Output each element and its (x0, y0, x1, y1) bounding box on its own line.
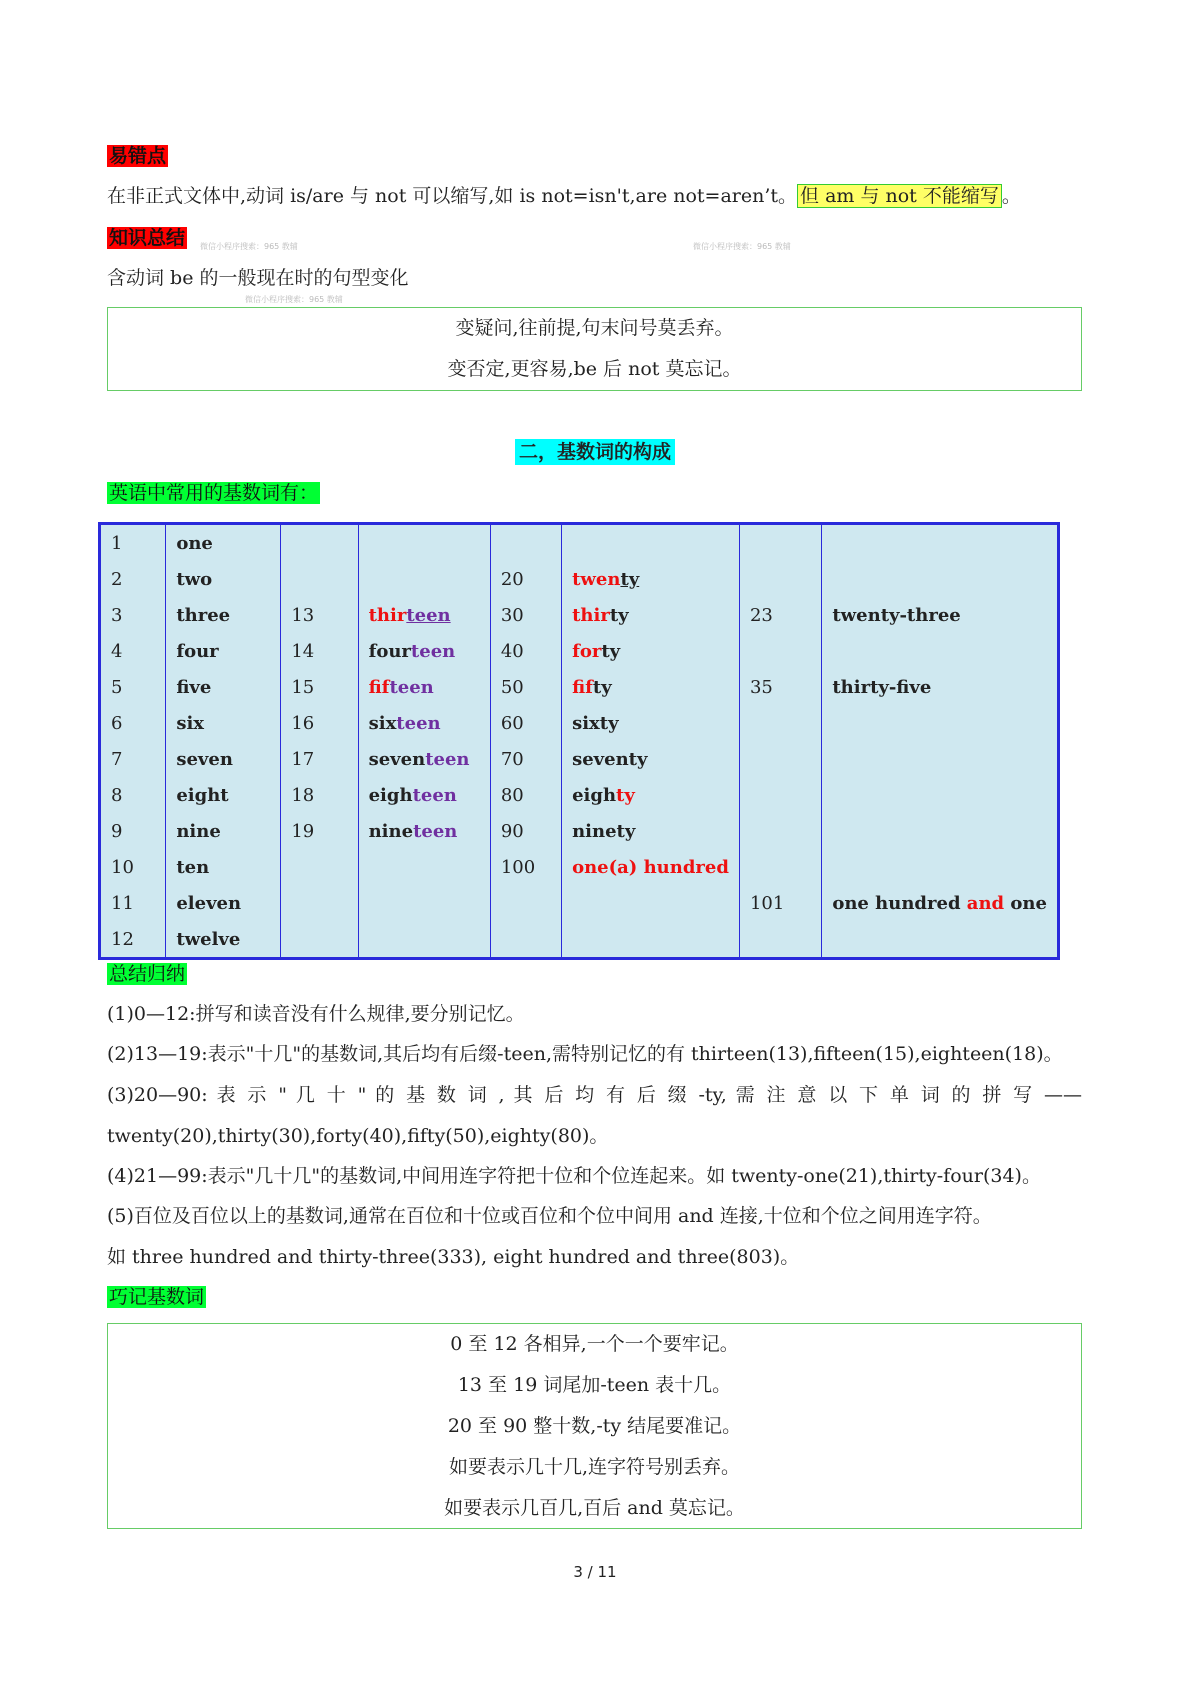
word-suffix: teen (396, 712, 441, 734)
table-row (100, 813, 1059, 849)
number-cell: 23 (739, 597, 821, 633)
number-cell: 70 (490, 741, 561, 777)
number-cell: 100 (490, 849, 561, 885)
word-stem: fif (572, 676, 593, 698)
word-stem: twen (572, 568, 621, 590)
cardinal-number-table (98, 522, 1060, 960)
number-cell: 17 (281, 741, 358, 777)
word-suffix: ty (601, 640, 621, 662)
word-cell (358, 777, 490, 813)
word-stem: six (572, 712, 600, 734)
word-stem: eigh (368, 784, 413, 806)
section-intro: 英语中常用的基数词有： (109, 482, 319, 504)
number-cell: 20 (490, 561, 561, 597)
word-part: one hundred (832, 892, 967, 914)
word-cell: seven (166, 741, 281, 777)
number-cell: 101 (739, 885, 821, 921)
word-suffix: ty (620, 568, 640, 590)
word-suffix: teen (389, 676, 434, 698)
number-cell: 8 (100, 777, 166, 813)
memory-line: 20 至 90 整十数,-ty 结尾要准记。 (447, 1415, 742, 1437)
number-cell: 11 (100, 885, 166, 921)
word-cell (358, 669, 490, 705)
word-stem: four (368, 640, 411, 662)
table-row (100, 633, 1059, 669)
rule-item: (4)21—99:表示"几十几"的基数词,中间用连字符把十位和个位连起来。如 twenty-one(21),thirty-four(34)。 (107, 1165, 1041, 1187)
word-part: one (1004, 892, 1047, 914)
table-row (100, 705, 1059, 741)
memory-line: 0 至 12 各相异,一个一个要牢记。 (450, 1333, 739, 1355)
rhyme-box (107, 307, 1082, 391)
word-cell (562, 561, 740, 597)
number-cell: 7 (100, 741, 166, 777)
watermark: 微信小程序搜索：965 教辅 (200, 242, 298, 251)
summary-subtitle: 含动词 be 的一般现在时的句型变化 (107, 267, 409, 289)
number-cell: 30 (490, 597, 561, 633)
number-cell: 3 (100, 597, 166, 633)
rule-item: twenty(20),thirty(30),forty(40),fifty(50),eighty(80)。 (107, 1125, 609, 1147)
warning-tag: 易错点 (109, 145, 167, 167)
memory-tag: 巧记基数词 (109, 1286, 205, 1308)
word-stem: thir (572, 604, 610, 626)
table-row (100, 741, 1059, 777)
rule-item: (3)20—90: 表 示 " 几 十 " 的 基 数 词 , 其 后 均 有 后 缀 -ty, 需 注 意 以 下 单 词 的 拼 写 —— (107, 1084, 1082, 1106)
number-cell: 2 (100, 561, 166, 597)
number-cell: 16 (281, 705, 358, 741)
number-cell: 15 (281, 669, 358, 705)
word-suffix: ty (609, 604, 629, 626)
word-cell: five (166, 669, 281, 705)
memory-line: 13 至 19 词尾加-teen 表十几。 (457, 1374, 732, 1396)
word-cell: four (166, 633, 281, 669)
watermark: 微信小程序搜索：965 教辅 (693, 242, 791, 251)
number-cell: 40 (490, 633, 561, 669)
word-suffix: ty (592, 676, 612, 698)
rhyme-line: 变否定,更容易,be 后 not 莫忘记。 (447, 358, 742, 380)
warning-end: 。 (1001, 185, 1021, 207)
rule-item: (5)百位及百位以上的基数词,通常在百位和十位或百位和个位中间用 and 连接,十位和个位之间用连字符。 (107, 1205, 992, 1227)
word-suffix: teen (410, 640, 456, 662)
word-cell (562, 777, 740, 813)
word-cell: eleven (166, 885, 281, 921)
warning-tag-line (107, 142, 168, 170)
number-cell: 90 (490, 813, 561, 849)
word-suffix: ty (599, 712, 619, 734)
word-part: and (966, 892, 1005, 914)
page-number: 3 / 11 (573, 1563, 617, 1581)
word-cell: eight (166, 777, 281, 813)
table-row (100, 921, 1059, 959)
word-cell: one (166, 524, 281, 562)
word-stem: thir (368, 604, 407, 626)
warning-highlight: 但 am 与 not 不能缩写 (797, 184, 1002, 208)
word-cell: thirty-five (822, 669, 1059, 705)
table-row (100, 597, 1059, 633)
memory-line: 如要表示几十几,连字符号别丢弃。 (448, 1456, 741, 1478)
rule-item: 如 three hundred and thirty-three(333), eight hundred and three(803)。 (107, 1246, 800, 1268)
number-cell: 80 (490, 777, 561, 813)
word-cell (562, 669, 740, 705)
word-stem: seven (368, 748, 426, 770)
warning-sentence: 在非正式文体中,动词 is/are 与 not 可以缩写,如 is not=isn't,are not=aren’t。 (107, 185, 798, 207)
number-cell: 19 (281, 813, 358, 849)
word-stem: nine (368, 820, 414, 842)
warning-text (107, 182, 1021, 210)
number-cell: 35 (739, 669, 821, 705)
memory-line: 如要表示几百几,百后 and 莫忘记。 (444, 1497, 745, 1519)
word-stem: eigh (572, 784, 617, 806)
table-row (100, 524, 1059, 562)
number-cell: 50 (490, 669, 561, 705)
number-cell: 5 (100, 669, 166, 705)
word-stem: for (572, 640, 602, 662)
word-cell: three (166, 597, 281, 633)
word-cell (562, 597, 740, 633)
word-cell (358, 633, 490, 669)
summary-tag: 知识总结 (109, 227, 186, 249)
section-title: 二，基数词的构成 (515, 439, 675, 465)
word-cell: ten (166, 849, 281, 885)
word-cell (358, 813, 490, 849)
number-cell: 4 (100, 633, 166, 669)
word-suffix: teen (413, 820, 458, 842)
word-cell (358, 597, 490, 633)
number-cell: 13 (281, 597, 358, 633)
number-cell: 18 (281, 777, 358, 813)
word-cell (562, 705, 740, 741)
word-cell (358, 741, 490, 777)
watermark: 微信小程序搜索：965 教辅 (245, 295, 343, 304)
number-cell: 6 (100, 705, 166, 741)
word-cell: nine (166, 813, 281, 849)
word-cell: twenty-three (822, 597, 1059, 633)
word-cell (562, 633, 740, 669)
word-cell: six (166, 705, 281, 741)
word-suffix: ty (616, 784, 635, 806)
number-cell: 10 (100, 849, 166, 885)
word-cell (822, 885, 1059, 921)
number-cell: 60 (490, 705, 561, 741)
word-stem: six (368, 712, 397, 734)
table-row (100, 669, 1059, 705)
word-stem: fif (368, 676, 390, 698)
word-suffix: teen (425, 748, 470, 770)
word-suffix: teen (412, 784, 457, 806)
rule-item: (2)13—19:表示"十几"的基数词,其后均有后缀-teen,需特别记忆的有 thirteen(13),fifteen(15),eighteen(18)。 (107, 1043, 1063, 1065)
word-cell: one(a) hundred (562, 849, 740, 885)
table-row (100, 885, 1059, 921)
word-cell: two (166, 561, 281, 597)
table-row (100, 777, 1059, 813)
rhyme-line: 变疑问,往前提,句末问号莫丢弃。 (455, 317, 734, 339)
table-row (100, 849, 1059, 885)
word-suffix: teen (406, 604, 451, 626)
number-cell: 14 (281, 633, 358, 669)
section-title-wrap (0, 437, 1190, 464)
number-cell: 12 (100, 921, 166, 959)
rule-item: (1)0—12:拼写和读音没有什么规律,要分别记忆。 (107, 1003, 525, 1025)
word-cell: ninety (562, 813, 740, 849)
number-cell: 1 (100, 524, 166, 562)
word-cell (358, 705, 490, 741)
table-row (100, 561, 1059, 597)
summary-tag-line (107, 224, 187, 252)
number-cell: 9 (100, 813, 166, 849)
memory-box (107, 1323, 1082, 1529)
word-cell: twelve (166, 921, 281, 959)
rules-tag: 总结归纳 (109, 963, 186, 985)
word-cell: seventy (562, 741, 740, 777)
